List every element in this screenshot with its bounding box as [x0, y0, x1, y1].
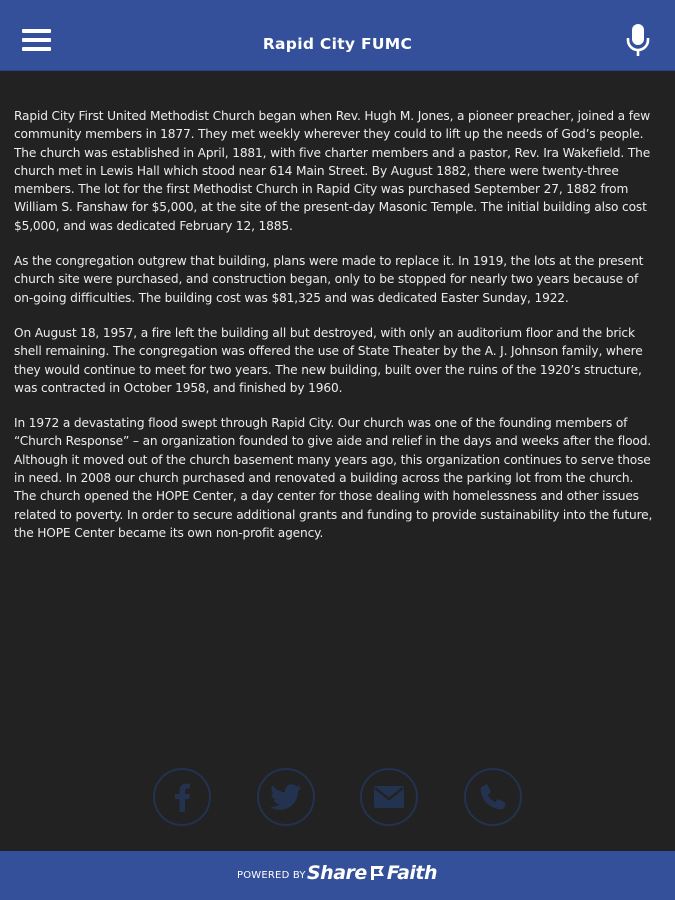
- brand-faith-text: Faith: [386, 862, 438, 884]
- twitter-icon: [270, 784, 302, 810]
- microphone-icon[interactable]: [626, 24, 650, 58]
- powered-by-label: POWERED BY: [237, 870, 306, 881]
- facebook-icon: [173, 782, 191, 812]
- footer-bar: [0, 851, 675, 900]
- menu-line: [22, 29, 51, 33]
- page-title: Rapid City FUMC: [262, 35, 413, 53]
- paragraph: Rapid City First United Methodist Church began when Rev. Hugh M. Jones, a pioneer preacher, joined a few community members in 1877. They met weekly wherever they could to lift up the needs of God’s people. The church was established in April, 1881, with five charter members and a pastor, Rev. Ira Wakefield. The church met in Lewis Hall which stood near 614 Main Street. By August 1882, there were twenty-three members. The lot for the first Methodist Church in Rapid City was purchased September 27, 1882 from William S. Fanshaw for $5,000, at the site of the present-day Masonic Temple. The initial building also cost $5,000, and was dedicated February 12, 1885.: [14, 109, 651, 233]
- paragraph: In 1972 a devastating flood swept through Rapid City. Our church was one of the founding members of “Church Response” – an organization founded to give aide and relief in the days and weeks after the flood. Although it moved out of the church basement many years ago, this organization continues to serve those in need. In 2008 our church purchased and renovated a building across the parking lot from the church. The church opened the HOPE Center, a day center for those dealing with homelessness and other issues related to poverty. In order to secure additional grants and funding to provide sustainability into the future, the HOPE Center became its own non-profit agency.: [14, 416, 653, 540]
- top-app-bar: [0, 0, 675, 70]
- paragraph: On August 18, 1957, a fire left the building all but destroyed, with only an auditorium floor and the brick shell remaining. The congregation was offered the use of State Theater by the A. J. Johnson family, where they would continue to meet for two years. The new building, built over the ruins of the 1920’s structure, was contracted in October 1958, and finished by 1960.: [14, 325, 643, 395]
- paragraph: As the congregation outgrew that building, plans were made to replace it. In 1919, the lots at the present church site were purchased, and construction began, only to be stopped for nearly two years because of on-going difficulties. The building cost was $81,325 and was dedicated Easter Sunday, 1922.: [14, 254, 644, 305]
- history-article: [14, 107, 659, 559]
- sharefaith-flag-icon: [368, 863, 386, 885]
- facebook-button[interactable]: [153, 768, 211, 826]
- brand-share-text: Share: [307, 862, 367, 884]
- sharefaith-logo[interactable]: [307, 862, 437, 885]
- email-button[interactable]: [360, 768, 418, 826]
- email-icon: [373, 785, 405, 809]
- social-share-bar: [153, 768, 523, 830]
- phone-icon: [479, 783, 507, 811]
- twitter-button[interactable]: [257, 768, 315, 826]
- phone-button[interactable]: [464, 768, 522, 826]
